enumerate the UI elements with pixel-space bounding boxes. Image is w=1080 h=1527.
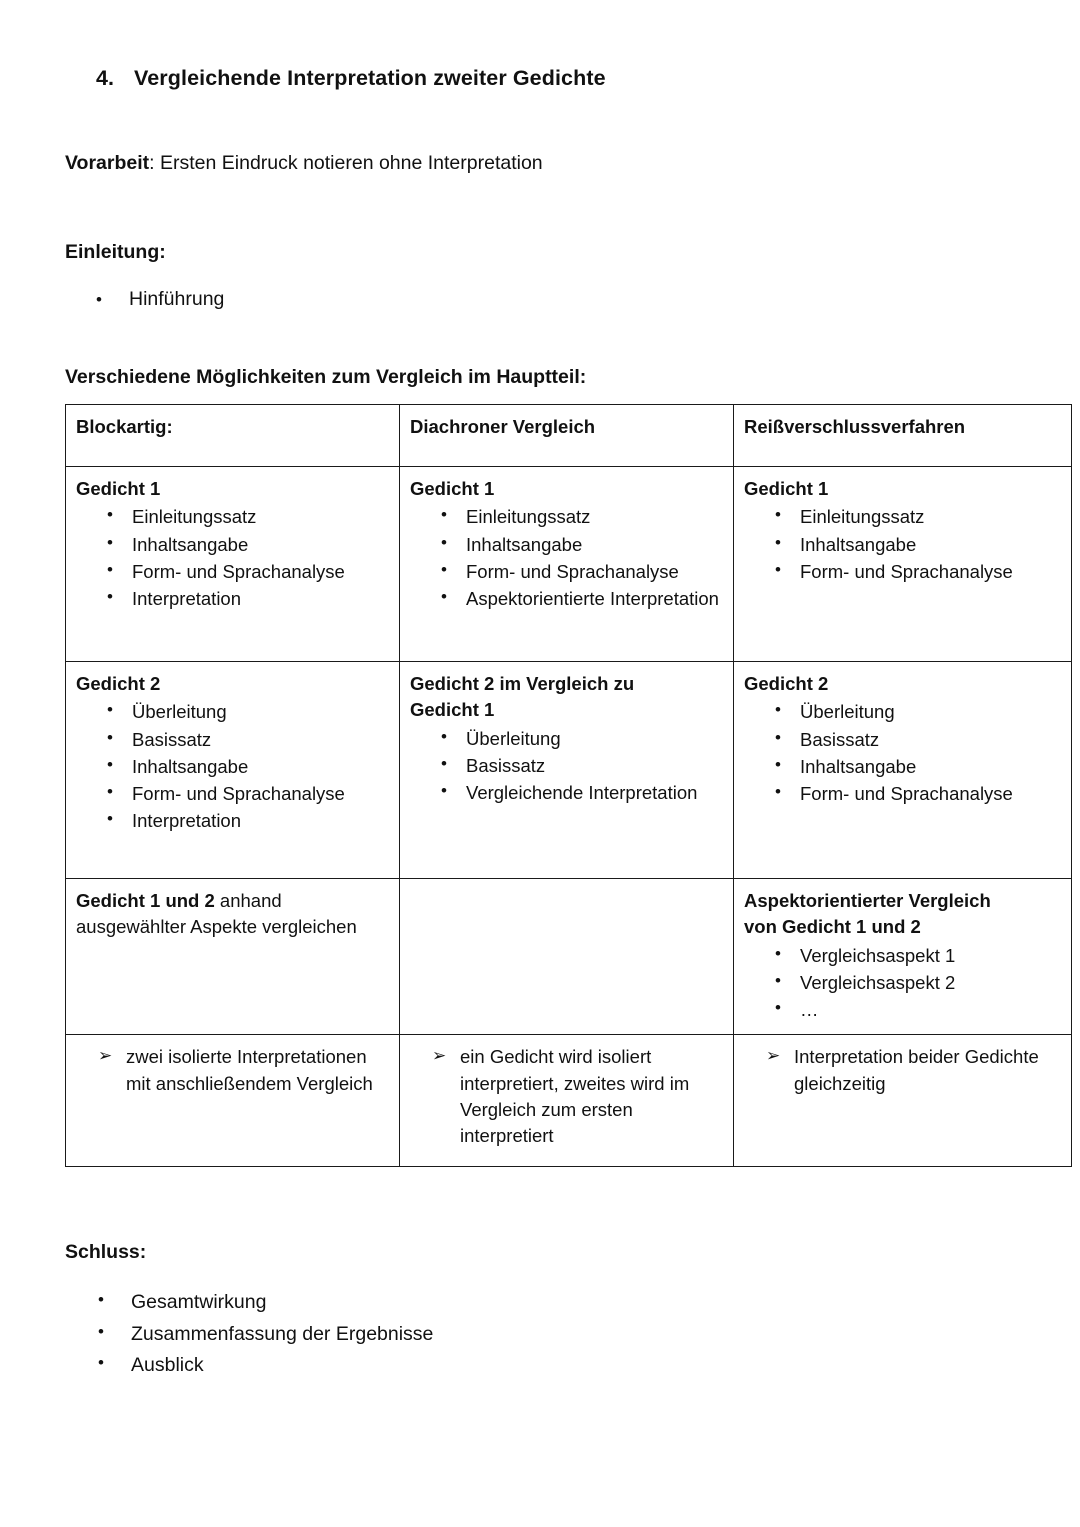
table-header-cell-blockartig [66,405,400,467]
list-item: • Inhaltsangabe [744,754,1061,780]
cell-title: Aspektorientierter Vergleich [744,890,991,911]
page-title [96,66,606,91]
header-label-blockartig: Blockartig: [76,416,173,437]
list-item: • Vergleichende Interpretation [410,780,723,806]
cell-blockartig-gedicht2 [66,662,400,879]
list-item: • Vergleichsaspekt 2 [744,970,1061,996]
page-title-text: Vergleichende Interpretation zweiter Gedichte [134,66,606,90]
bullet-list [76,504,389,612]
cell-blockartig-gedicht1 [66,467,400,662]
bullet-dot-icon: • [96,290,102,309]
list-item: • Inhaltsangabe [76,532,389,558]
arrow-list [744,1044,1061,1097]
cell-subtitle: Gedicht 1 [410,699,495,721]
schluss-title: Schluss: [65,1241,147,1263]
list-item: • Basissatz [76,727,389,753]
table-header-cell-diachron [400,405,734,467]
header-label-diachron: Diachroner Vergleich [410,416,596,437]
cell-title: Gedicht 1 [410,478,495,499]
list-item: • Form- und Sprachanalyse [410,559,723,585]
cell-title: Gedicht 2 im Vergleich zu [410,673,635,694]
table-header-row [66,405,1072,467]
comparison-table [65,404,1072,1167]
list-item: • Ausblick [96,1350,433,1382]
cell-title-rest: anhand ausgewählter Aspekte vergleichen [76,890,357,938]
cell-diachron-gedicht1 [400,467,734,662]
bullet-list [410,726,723,807]
table-row [66,879,1072,1035]
vorarbeit-label: Vorarbeit [65,152,150,174]
list-item: • Basissatz [744,727,1061,753]
list-item: • Form- und Sprachanalyse [744,559,1061,585]
page-title-number: 4. [96,66,115,90]
cell-diachron-vergleich-empty [400,879,734,1035]
list-item: • Vergleichsaspekt 1 [744,943,1061,969]
cell-diachron-fazit [400,1035,734,1167]
list-item: • Einleitungssatz [76,504,389,530]
list-item: • Einleitungssatz [744,504,1061,530]
list-item: • … [744,997,1061,1023]
table-header-cell-reissverschluss [734,405,1072,467]
arrow-list [410,1044,723,1149]
list-item: • Interpretation [76,586,389,612]
bullet-list [744,699,1061,807]
cell-reissverschluss-gedicht2 [734,662,1072,879]
cell-title [76,888,389,941]
bullet-list [410,504,723,612]
list-item: • Zusammenfassung der Ergebnisse [96,1319,433,1351]
list-item: • Basissatz [410,753,723,779]
list-item: • Aspektorientierte Interpretation [410,586,723,612]
vorarbeit-text: : Ersten Eindruck notieren ohne Interpretation [149,152,543,174]
cell-blockartig-fazit [66,1035,400,1167]
list-item: • Überleitung [410,726,723,752]
header-label-reissverschluss: Reißverschlussverfahren [744,416,966,437]
bullet-list [76,699,389,834]
list-item: • Einleitungssatz [410,504,723,530]
einleitung-item [96,288,224,311]
list-item: ➢ zwei isolierte Interpretationen mit anschließendem Vergleich [76,1044,389,1097]
bullet-list [744,504,1061,585]
list-item: • Interpretation [76,808,389,834]
list-item: • Überleitung [744,699,1061,725]
cell-title-bold: Gedicht 1 und 2 [76,890,215,911]
arrow-list [76,1044,389,1097]
list-item: • Überleitung [76,699,389,725]
cell-reissverschluss-fazit [734,1035,1072,1167]
list-item: • Form- und Sprachanalyse [744,781,1061,807]
cell-reissverschluss-gedicht1 [734,467,1072,662]
cell-diachron-gedicht2 [400,662,734,879]
vorarbeit-paragraph [65,151,543,177]
table-row [66,1035,1072,1167]
schluss-list [96,1287,433,1382]
list-item: • Form- und Sprachanalyse [76,781,389,807]
cell-reissverschluss-vergleich [734,879,1072,1035]
cell-blockartig-vergleich [66,879,400,1035]
cell-title: Gedicht 1 [76,478,161,499]
list-item: • Form- und Sprachanalyse [76,559,389,585]
table-row [66,467,1072,662]
list-item: ➢ Interpretation beider Gedichte gleichzeitig [744,1044,1061,1097]
cell-subtitle: von Gedicht 1 und 2 [744,916,921,938]
table-row [66,662,1072,879]
list-item: • Gesamtwirkung [96,1287,433,1319]
einleitung-item-label: Hinführung [129,288,225,310]
list-item: • Inhaltsangabe [744,532,1061,558]
list-item: ➢ ein Gedicht wird isoliert interpretiert, zweites wird im Vergleich zum ersten interpretiert [410,1044,723,1149]
list-item: • Inhaltsangabe [76,754,389,780]
cell-title: Gedicht 1 [744,478,829,499]
cell-title: Gedicht 2 [744,673,829,694]
list-item: • Inhaltsangabe [410,532,723,558]
einleitung-title: Einleitung: [65,241,166,263]
cell-title: Gedicht 2 [76,673,161,694]
bullet-list [744,943,1061,1024]
hauptteil-intro: Verschiedene Möglichkeiten zum Vergleich im Hauptteil: [65,366,587,388]
